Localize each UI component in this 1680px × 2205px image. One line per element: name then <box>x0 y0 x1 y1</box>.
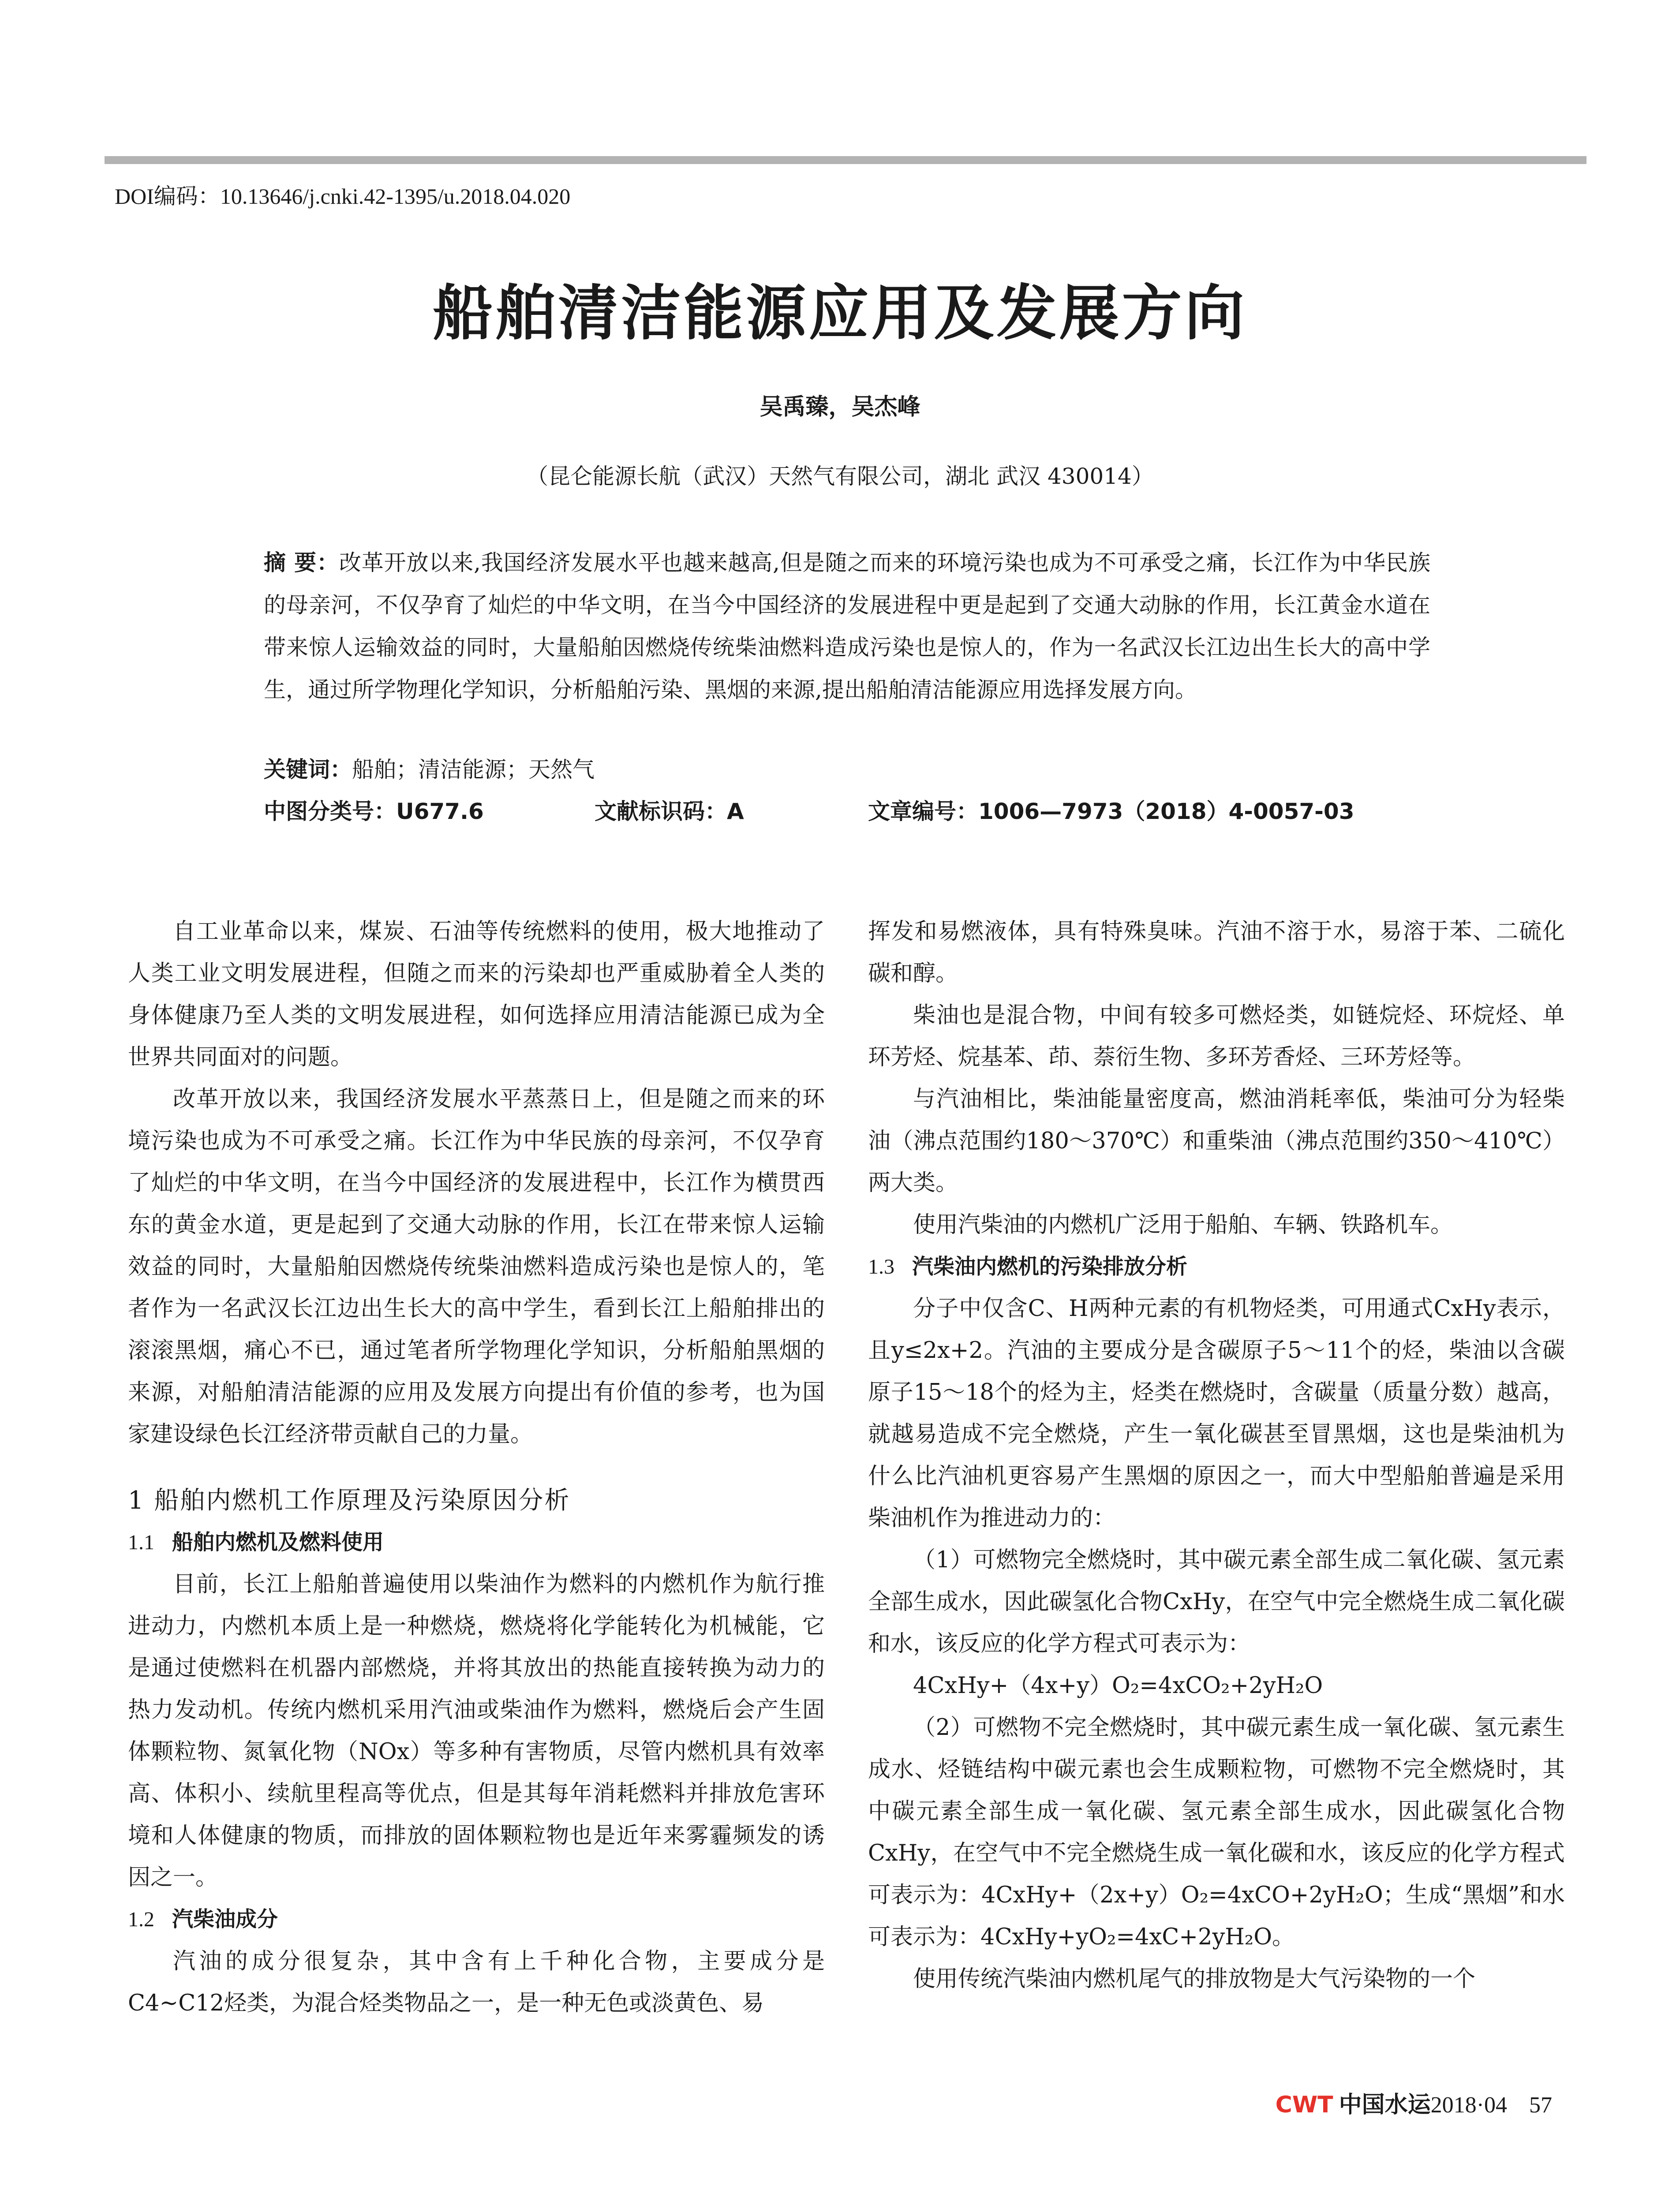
subsection-title: 汽柴油成分 <box>172 1907 278 1932</box>
paragraph: 柴油也是混合物，中间有较多可燃烃类，如链烷烃、环烷烃、单环芳烃、烷基苯、茚、萘衍生物、多环芳香烃、三环芳烃等。 <box>868 1002 1565 1070</box>
abstract-label: 摘 要： <box>264 550 339 576</box>
header-rule <box>105 156 1586 164</box>
keywords <box>264 752 595 784</box>
doc-code: 文献标识码：A <box>595 799 744 824</box>
keywords-label: 关键词： <box>264 757 352 782</box>
paragraph: 挥发和易燃液体，具有特殊臭味。汽油不溶于水，易溶于苯、二硫化碳和醇。 <box>868 919 1565 987</box>
paragraph: 使用传统汽柴油内燃机尾气的排放物是大气污染物的一个 <box>913 1966 1476 1992</box>
right-column <box>868 911 1565 2000</box>
doi-line: DOI编码：10.13646/j.cnki.42-1395/u.2018.04.020 <box>115 184 571 209</box>
classification-line <box>264 794 1437 826</box>
article-number: 文章编号：1006—7973（2018）4-0057-03 <box>868 799 1354 824</box>
subsection-number: 1.2 <box>128 1908 154 1931</box>
paragraph: 自工业革命以来，煤炭、石油等传统燃料的使用，极大地推动了人类工业文明发展进程，但随之而来的污染却也严重威胁着全人类的身体健康乃至人类的文明发展进程，如何选择应用清洁能源已成为全世界共同面对的问题。 <box>128 919 825 1070</box>
subsection-heading <box>128 1899 825 1940</box>
magazine-name: 中国水运 <box>1339 2091 1431 2118</box>
subsection-number: 1.3 <box>868 1255 894 1278</box>
paragraph: 使用汽柴油的内燃机广泛用于船舶、车辆、铁路机车。 <box>913 1212 1453 1238</box>
article-title: 船舶清洁能源应用及发展方向 <box>433 278 1247 348</box>
clc-number: 中图分类号：U677.6 <box>264 799 484 824</box>
paragraph: 目前，长江上船舶普遍使用以柴油作为燃料的内燃机作为航行推进动力，内燃机本质上是一种燃烧，燃烧将化学能转化为机械能，它是通过使燃料在机器内部燃烧，并将其放出的热能直接转换为动力的热力发动机。传统内燃机采用汽油或柴油作为燃料，燃烧后会产生固体颗粒物、氮氧化物（NOx）等多种有害物质，尽管内燃机具有效率高、体积小、续航里程高等优点，但是其每年消耗燃料并排放危害环境和人体健康的物质，而排放的固体颗粒物也是近年来雾霾频发的诱因之一。 <box>128 1571 825 1891</box>
subsection-heading <box>868 1246 1565 1288</box>
subsection-title: 船舶内燃机及燃料使用 <box>172 1530 384 1555</box>
page-number: 57 <box>1529 2093 1552 2118</box>
paragraph: 分子中仅含C、H两种元素的有机物烃类，可用通式CxHy表示，且y≤2x+2。汽油的主要成分是含碳原子5～11个的烃，柴油以含碳原子15～18个的烃为主，烃类在燃烧时，含碳量（质量分数）越高，就越易造成不完全燃烧，产生一氧化碳甚至冒黑烟，这也是柴油机为什么比汽油机更容易产生黑烟的原因之一，而大中型船舶普遍是采用柴油机作为推进动力的： <box>868 1296 1565 1531</box>
section-heading: 1 船舶内燃机工作原理及污染原因分析 <box>128 1486 571 1515</box>
subsection-number: 1.1 <box>128 1531 154 1554</box>
authors: 吴禹臻，吴杰峰 <box>760 394 920 420</box>
subsection-heading <box>128 1521 825 1563</box>
left-column <box>128 911 825 2024</box>
subsection-title: 汽柴油内燃机的污染排放分析 <box>912 1254 1188 1279</box>
abstract-text: 改革开放以来,我国经济发展水平也越来越高,但是随之而来的环境污染也成为不可承受之痛，长江作为中华民族的母亲河，不仅孕育了灿烂的中华文明，在当今中国经济的发展进程中更是起到了交通大动脉的作用，长江黄金水道在带来惊人运输效益的同时，大量船舶因燃烧传统柴油燃料造成污染也是惊人的，作为一名武汉长江边出生长大的高中学生，通过所学物理化学知识，分析船舶污染、黑烟的来源,提出船舶清洁能源应用选择发展方向。 <box>264 550 1430 703</box>
page-footer <box>1276 2086 1552 2119</box>
paragraph: 与汽油相比，柴油能量密度高，燃油消耗率低，柴油可分为轻柴油（沸点范围约180～370℃）和重柴油（沸点范围约350～410℃）两大类。 <box>868 1086 1565 1196</box>
abstract <box>264 542 1430 711</box>
paragraph: （2）可燃物不完全燃烧时，其中碳元素生成一氧化碳、氢元素生成水、烃链结构中碳元素也会生成颗粒物，可燃物不完全燃烧时，其中碳元素全部生成一氧化碳、氢元素全部生成水，因此碳氢化合物CxHy，在空气中不完全燃烧生成一氧化碳和水，该反应的化学方程式可表示为：4CxHy+（2x+y）O₂=4xCO+2yH₂O；生成“黑烟”和水可表示为：4CxHy+yO₂=4xC+2yH₂O。 <box>868 1715 1565 1950</box>
paragraph: （1）可燃物完全燃烧时，其中碳元素全部生成二氧化碳、氢元素全部生成水，因此碳氢化合物CxHy，在空气中完全燃烧生成二氧化碳和水，该反应的化学方程式可表示为： <box>868 1547 1565 1657</box>
equation: 4CxHy+（4x+y）O₂=4xCO₂+2yH₂O <box>913 1673 1323 1699</box>
keywords-text: 船舶；清洁能源；天然气 <box>352 757 595 782</box>
cwt-logo: CWT <box>1275 2092 1333 2118</box>
paragraph: 改革开放以来，我国经济发展水平蒸蒸日上，但是随之而来的环境污染也成为不可承受之痛。长江作为中华民族的母亲河，不仅孕育了灿烂的中华文明，在当今中国经济的发展进程中，长江作为横贯西东的黄金水道，更是起到了交通大动脉的作用，长江在带来惊人运输效益的同时，大量船舶因燃烧传统柴油燃料造成污染也是惊人的，笔者作为一名武汉长江边出生长大的高中学生，看到长江上船舶排出的滚滚黑烟，痛心不已，通过笔者所学物理化学知识，分析船舶黑烟的来源，对船舶清洁能源的应用及发展方向提出有价值的参考，也为国家建设绿色长江经济带贡献自己的力量。 <box>128 1086 825 1447</box>
affiliation: （昆仑能源长航（武汉）天然气有限公司，湖北 武汉 430014） <box>526 463 1154 489</box>
paragraph: 汽油的成分很复杂，其中含有上千种化合物，主要成分是C4~C12烃类，为混合烃类物品之一，是一种无色或淡黄色、易 <box>128 1948 825 2016</box>
issue-label: 2018·04 <box>1430 2093 1507 2118</box>
